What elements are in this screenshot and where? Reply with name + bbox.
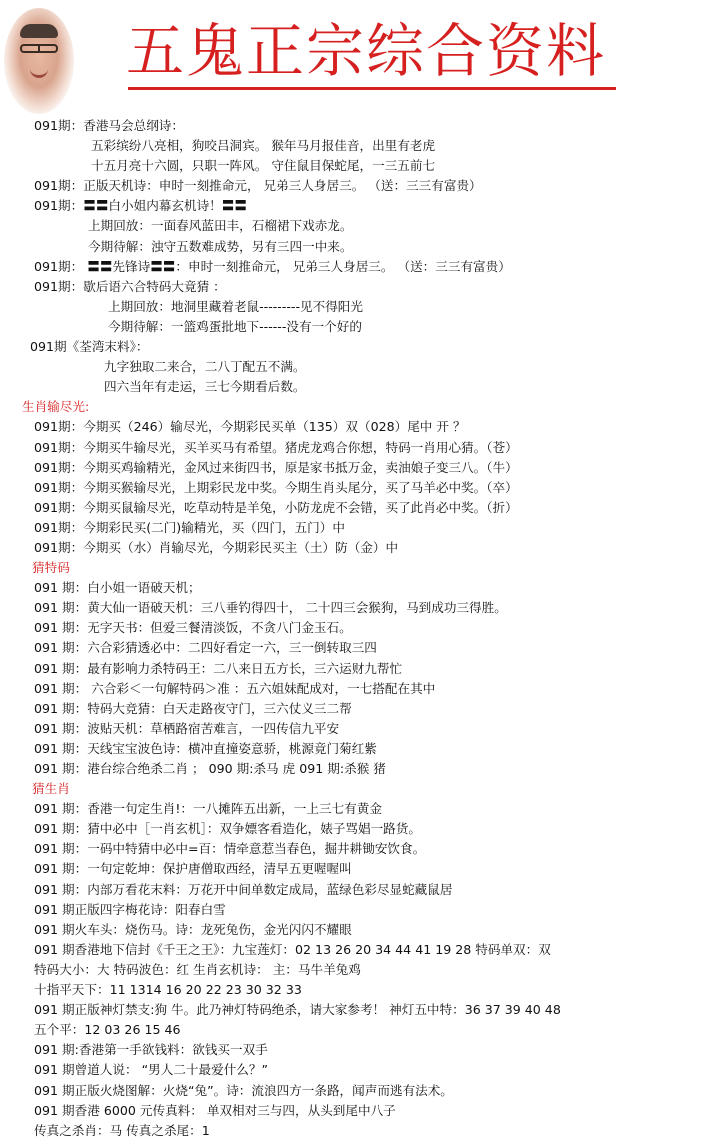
text-line: 091期：今期买鸡输精光，金风过来街四书，原是家书抵万金，卖油娘子变三八。（牛） <box>34 459 518 475</box>
text-line: 091 期正版四字梅花诗：阳春白雪 <box>34 901 226 917</box>
text-line: 091 期香港地下信封《千王之王》：九宝莲灯：02 13 26 20 34 44 41 19 28 特码单双：双 <box>34 941 551 957</box>
text-line: 091 期：一句定乾坤：保护唐僧取西经，清早五更喔喔叫 <box>34 861 352 877</box>
avatar-smile <box>30 68 48 78</box>
avatar-hair <box>20 24 58 38</box>
text-line: 091 期：香港一句定生肖!：一八摊阵五出新，一上三七有黄金 <box>34 801 382 817</box>
text-line: 091 期：白小姐一语破天机； <box>34 580 201 596</box>
text-line: 091期：今期买猴输尽光，上期彩民龙中奖。今期生肖头尾分，买了马羊必中奖。（卒） <box>34 479 518 495</box>
page-title: 五鬼正宗综合资料 <box>126 17 607 85</box>
text-line: 特码大小：大 特码波色：红 生肖玄机诗： 主：马牛羊兔鸡 <box>34 961 361 977</box>
text-line: 十五月亮十六圆，只职一阵风。 守住鼠目保蛇尾，一三五前七 <box>91 158 436 174</box>
text-line: 091 期：内部万看花末料：万花开中间单数定成局，蓝绿色彩尽显蛇藏鼠居 <box>34 881 453 897</box>
text-line: 九字独取二来合，二八丁配五不满。 <box>104 359 306 375</box>
section-heading: 生肖输尽光: <box>22 399 90 415</box>
text-line: 上期回放：一面春风蓝田丰，石榴裙下戏赤龙。 <box>88 218 353 234</box>
text-line: 091 期：波贴天机：草栖路宿苦难言，一四传信九平安 <box>34 720 340 736</box>
text-line: 五彩缤纷八亮相，狗咬吕洞宾。 猴年马月报佳音，出里有老虎 <box>91 138 436 154</box>
avatar-glasses <box>20 44 58 53</box>
text-line: 091期：歇后语六合特码大竟猜 ： <box>34 278 226 294</box>
text-line: 十指平天下：11 1314 16 20 22 23 30 32 33 <box>34 982 302 998</box>
text-line: 091 期曾道人说： “男人二十最爱什么？” <box>34 1062 268 1078</box>
text-line: 091 期：港台综合绝杀二肖 ； 090 期:杀马 虎 091 期:杀猴 猪 <box>34 761 386 776</box>
section-heading: 猜特码 <box>32 560 70 576</box>
text-line: 091期：今期买鼠输尽光，吃草动特是羊兔，小防龙虎不会错，买了此肖必中奖。（折） <box>34 499 518 515</box>
text-line: 091期：〓〓白小姐内幕玄机诗！〓〓 <box>34 198 247 214</box>
text-line: 091 期： 六合彩＜一句解特码＞准 ：五六姐妹配成对，一七搭配在其中 <box>34 680 436 696</box>
text-line: 091 期：无字天书：但爱三餐清淡饭，不贪八门金玉石。 <box>34 620 352 636</box>
text-line: 091期：今期买牛输尽光，买羊买马有希望。猪虎龙鸡合你想，特码一肖用心猜。（苍） <box>34 439 518 455</box>
text-line: 091 期：六合彩猜透必中：二四好看定一六，三一倒转取三四 <box>34 640 377 656</box>
text-line: 091 期香港 6000 元传真料： 单双相对三与四，从头到尾中八子 <box>34 1102 396 1118</box>
text-line: 091 期：猜中必中［一肖玄机］：双争嫖客看造化，婊子骂娼一路货。 <box>34 821 421 837</box>
text-line: 091 期：特码大竞猜：白天走路夜守门，三六仗义三二帮 <box>34 700 352 716</box>
text-line: 091期《荃湾末料》： <box>30 339 149 355</box>
text-line: 091 期正版神灯禁支:狗 牛。此乃神灯特码绝杀，请大家参考！ 神灯五中特：36 37 39 40 48 <box>34 1002 561 1018</box>
text-line: 091 期：最有影响力杀特码王：二八来日五方长，三六运财九帮忙 <box>34 660 403 676</box>
text-line: 091 期：天线宝宝波色诗：横冲直撞姿意骄，桃源竟门菊红紫 <box>34 740 377 756</box>
text-line: 今期待解：浊守五数难成势，另有三四一中来。 <box>88 238 353 254</box>
text-line: 五个平：12 03 26 15 46 <box>34 1022 181 1038</box>
text-line: 091 期：黄大仙一语破天机：三八垂钓得四十， 二十四三会猴狗，马到成功三得胜。 <box>34 600 507 616</box>
text-line: 091期：今期买（水）肖输尽光，今期彩民买主（土）防（金）中 <box>34 539 399 555</box>
text-line: 上期回放：地洞里藏着老鼠---------见不得阳光 <box>108 298 363 314</box>
text-line: 091期： 〓〓先锋诗〓〓：申时一刻推命元， 兄弟三人身居三。 （送：三三有富贵） <box>34 258 511 274</box>
text-line: 091 期火车头：烧伤马。诗：龙死兔伤，金光闪闪不耀眼 <box>34 921 352 937</box>
text-line: 091期：正版天机诗：申时一刻推命元， 兄弟三人身居三。 （送：三三有富贵） <box>34 178 482 194</box>
section-heading: 猜生肖 <box>32 781 70 797</box>
text-line: 091 期正版火烧图解：火烧“兔”。诗：流浪四方一条路，闻声而逃有法术。 <box>34 1082 453 1098</box>
text-line: 091期：香港马会总纲诗： <box>34 118 184 133</box>
text-line: 091期：今期彩民买(二门)输精光，买（四门，五门）中 <box>34 519 345 535</box>
text-line: 四六当年有走运，三七今期看后数。 <box>104 379 306 395</box>
title-underline <box>128 87 616 90</box>
text-line: 091期：今期买（246）输尽光，今期彩民买单（135）双（028）尾中 开 ？ <box>34 419 466 435</box>
text-line: 传真之杀肖：马 传真之杀尾：1 <box>34 1122 210 1138</box>
document-body <box>18 116 723 1141</box>
avatar-photo <box>4 8 74 114</box>
text-line: 今期待解：一篮鸡蛋批地下------没有一个好的 <box>108 318 362 334</box>
text-line: 091 期:香港第一手欲钱料：欲钱买一双手 <box>34 1042 268 1058</box>
text-line: 091 期：一码中特猜中必中=百：情牵意惹当春色，掘井耕锄安饮食。 <box>34 841 426 857</box>
